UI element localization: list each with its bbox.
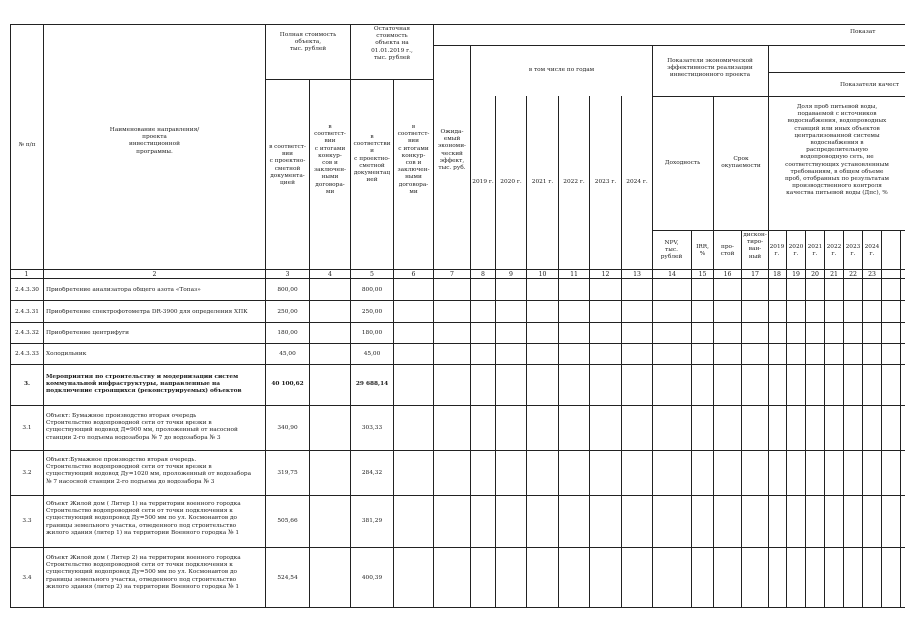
row-number: 3.1 [22, 425, 32, 431]
row-number: 2.4.3.32 [15, 330, 39, 336]
column-number: 19 [792, 271, 800, 278]
header-npv: NPV, тыс. рублей [660, 240, 683, 261]
rule [10, 495, 905, 496]
column-number: 12 [601, 271, 610, 278]
column-number: 5 [370, 271, 374, 278]
rule [495, 96, 496, 608]
rule [526, 96, 527, 608]
row-residual-cost: 800,00 [361, 287, 383, 293]
rule [10, 364, 905, 365]
column-number: 9 [509, 271, 513, 278]
rule [652, 230, 905, 231]
row-full-cost: 40 100,62 [271, 381, 304, 387]
column-number: 16 [723, 271, 732, 278]
row-residual-cost: 29 688,14 [355, 381, 389, 387]
row-full-cost: 250,00 [277, 309, 298, 315]
header-top-right: Показат [850, 29, 876, 35]
header-num: № п/п [18, 142, 36, 148]
row-number: 2.4.3.33 [15, 351, 39, 357]
row-number: 3. [23, 381, 31, 387]
year-header: 2023 г. [594, 179, 617, 185]
row-name: Холодильник [46, 351, 87, 357]
rule [824, 230, 825, 608]
column-number: 10 [538, 271, 547, 278]
rule [589, 96, 590, 608]
header-quality: Показатели качест [840, 82, 900, 88]
row-number: 2.4.3.31 [15, 309, 39, 315]
header-irr: IRR, % [696, 244, 709, 258]
column-number: 4 [328, 271, 332, 278]
row-residual-cost: 381,29 [361, 518, 383, 524]
rule [10, 24, 905, 25]
column-number: 18 [773, 271, 781, 278]
row-residual-cost: 180,00 [361, 330, 383, 336]
rule [10, 450, 905, 451]
column-number: 11 [570, 271, 578, 278]
quality-year-header: 2020 г. [788, 244, 804, 258]
row-name: Объект: Бумажное производство вторая очередь Строительство водопроводной сети от точки врезки в существующий водовод Д=900 мм, проложенный от насосной станции 2-го подъема водозабора № 7 до водозабора № 3 [46, 413, 238, 441]
rule [10, 547, 905, 548]
row-residual-cost: 250,00 [361, 309, 383, 315]
rule [10, 405, 905, 406]
rule [691, 230, 692, 608]
rule [805, 230, 806, 608]
row-full-cost: 45,00 [279, 351, 296, 357]
year-header: 2021 г. [531, 179, 554, 185]
header-sub-3: в соответст- вии с проектно- сметной документа- цией [269, 144, 306, 187]
column-number: 15 [698, 271, 707, 278]
rule [843, 230, 844, 608]
rule [786, 230, 787, 608]
row-full-cost: 340,90 [277, 425, 298, 431]
row-full-cost: 505,66 [277, 518, 298, 524]
header-payback: Срок окупаемости [721, 156, 761, 170]
column-number: 22 [849, 271, 857, 278]
header-sub-4: в соответст- вии с итогами конкур- сов и заключен- ными договора- ми [313, 124, 347, 195]
header-effect: Ожида- емый экономи- ческий эффект, тыс. руб. [437, 129, 467, 172]
rule [10, 322, 905, 323]
rule [433, 45, 905, 46]
row-name: Объект Жилой дом ( Литер 1) на территории военного городка Строительство водопроводной сети от точки подключения к существующий водопровод Ду=500 мм по ул. Космонавтов до границы земельного участка, отведенного под строительство жилого здания (литер 1) на территории Военного городка № 1 [46, 501, 241, 536]
quality-year-header: 2019 г. [769, 244, 785, 258]
column-number: 3 [285, 271, 290, 278]
rule [652, 45, 653, 608]
quality-year-header: 2021 г. [807, 244, 823, 258]
header-by-years: в том числе по годам [528, 67, 595, 73]
quality-year-header: 2022 г. [826, 244, 842, 258]
year-header: 2020 г. [500, 179, 522, 185]
row-full-cost: 800,00 [277, 287, 298, 293]
row-number: 3.3 [22, 518, 32, 524]
row-number: 3.2 [22, 470, 32, 476]
header-simple: про- стой [720, 244, 735, 258]
year-header: 2022 г. [563, 179, 585, 185]
row-number: 3.4 [22, 575, 32, 581]
year-header: 2024 г. [626, 179, 648, 185]
column-number: 20 [811, 271, 819, 278]
row-residual-cost: 303,33 [361, 425, 383, 431]
rule [10, 269, 905, 270]
year-header: 2019 г. [472, 179, 494, 185]
row-name: Приобретение центрифуги [46, 330, 130, 336]
header-name: Наименование направления/ проекта инвестиционной программы. [109, 127, 200, 155]
rule [881, 230, 882, 608]
row-name: Объект:Бумажное производство вторая очередь. Строительство водопроводной сети от точки врезки в существующий водовод Ду=1020 мм, проложенный от водозабора № 7 насосной станции 2-го подъема до водозабора № 3 [46, 457, 252, 485]
header-discounted: дискон- тиро- ван- ный [743, 232, 767, 260]
row-name: Приобретение спектрофотометра DR-3900 для определения ХПК [46, 309, 248, 315]
column-number: 2 [152, 271, 157, 278]
rule [862, 230, 863, 608]
column-number: 6 [411, 271, 416, 278]
row-full-cost: 180,00 [277, 330, 298, 336]
rule [10, 343, 905, 344]
rule [10, 607, 905, 608]
column-number: 13 [633, 271, 641, 278]
column-number: 23 [868, 271, 876, 278]
row-residual-cost: 45,00 [363, 351, 381, 357]
quality-year-header: 2024 г. [864, 244, 880, 258]
column-number: 8 [481, 271, 485, 278]
column-number: 21 [830, 271, 838, 278]
rule [741, 230, 742, 608]
investment-program-table [10, 24, 905, 608]
row-name: Мероприятия по строительству и модернизации систем коммунальной инфраструктуры, направленные на подключение строящихся (реконструируемых) объектов [46, 374, 242, 395]
rule [558, 96, 559, 608]
rule [265, 79, 433, 80]
rule [433, 24, 434, 608]
column-number: 17 [751, 271, 759, 278]
row-number: 2.4.3.30 [15, 287, 39, 293]
rule [10, 300, 905, 301]
row-residual-cost: 400,39 [361, 575, 383, 581]
column-number: 1 [24, 271, 29, 278]
row-full-cost: 319,75 [277, 470, 298, 476]
row-name: Приобретение анализатора общего азота «Топаз» [46, 287, 201, 293]
rule [470, 45, 471, 608]
header-sub-5: в соответстви и с проектно- сметной документац ией [353, 134, 391, 184]
rule [768, 72, 905, 73]
header-share: Доля проб питьевой воды, подаваемой с источников водоснабжения, водопроводных станций или иных объектов централизованной системы водоснабжения в распределительную водопроводную сеть, не соответствующих установленным требованиям, в общем объеме проб, отобранных по результатам производственного контроля качества питьевой воды (Дпс), % [784, 104, 890, 197]
header-residual-cost: Остаточная стоимость объекта на 01.01.2019 г., тыс. рублей [371, 26, 413, 61]
header-full-cost: Полная стоимость объекта, тыс. рублей [279, 32, 337, 53]
rule [652, 96, 905, 97]
column-number: 14 [668, 271, 676, 278]
row-full-cost: 524,54 [277, 575, 298, 581]
rule [900, 230, 901, 608]
row-residual-cost: 284,32 [361, 470, 383, 476]
rule [713, 96, 714, 608]
column-number: 7 [450, 271, 454, 278]
rule [43, 24, 44, 608]
header-econ: Показатели экономической эффективности реализации инвестиционного проекта [667, 58, 753, 79]
row-name: Объект Жилой дом ( Литер 2) на территории военного городка Строительство водопроводной сети от точки подключения к существующий водопровод Ду=500 мм по ул. Космонавтов до границы земельного участка, отведенного под строительство жилого здания (литер 2) на территории Военного городка № 1 [46, 555, 241, 590]
quality-year-header: 2023 г. [845, 244, 861, 258]
rule [621, 96, 622, 608]
header-sub-6: в соответст- вии с итогами конкур- сов и заключен- ными договора- ми [397, 124, 430, 195]
header-profit: Доходность [664, 160, 701, 166]
